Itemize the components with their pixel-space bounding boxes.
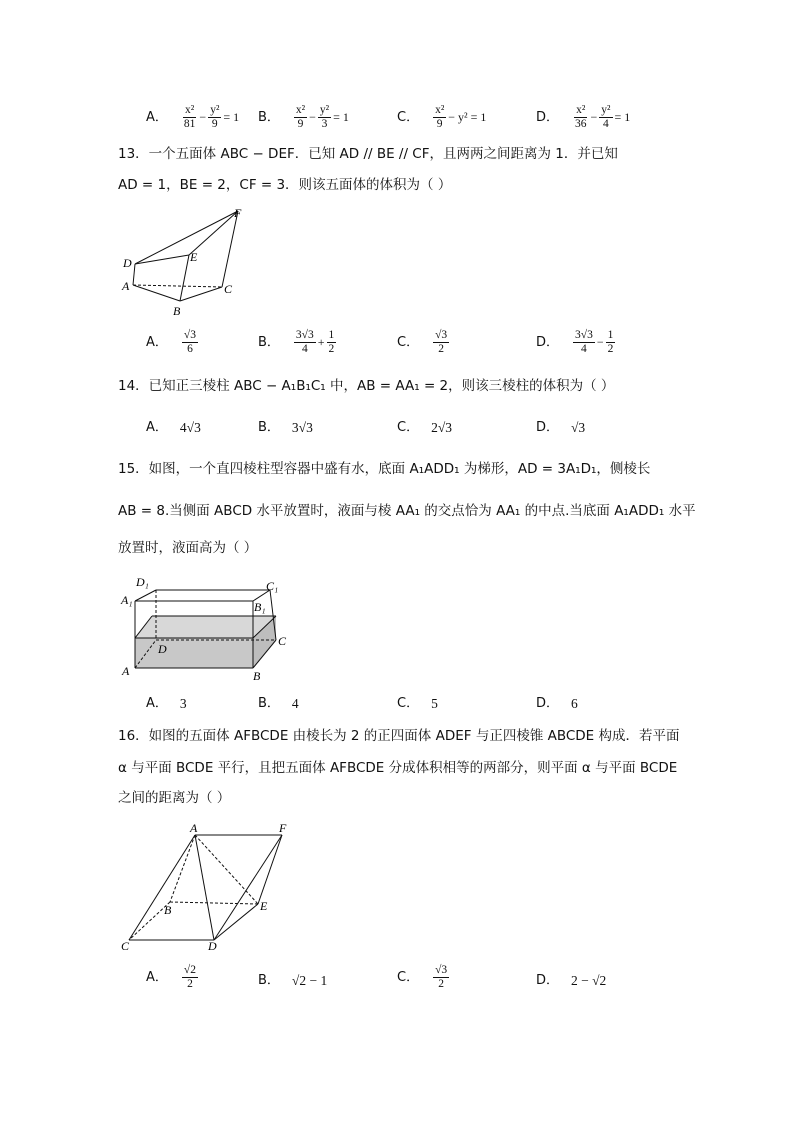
q15-stem-line2: AB = 8.当侧面 ABCD 水平放置时，液面与棱 AA₁ 的交点恰为 AA₁ 的中点.当底面 A₁ADD₁ 水平 [118,503,696,519]
label-C1: C₁ [266,579,279,593]
q16-stem-line1: 16．如图的五面体 AFBCDE 由棱长为 2 的正四面体 ADEF 与正四棱锥 ABCDE 构成．若平面 [118,728,680,744]
label-F: F [234,206,242,220]
q15-stem-line1: 15．如图，一个直四棱柱型容器中盛有水，底面 A₁ADD₁ 为梯形，AD = 3A₁D₁，侧棱长 [118,461,651,477]
label-D: D [123,256,132,270]
q16-option-c[interactable]: C． $\frac{√3}{2}$ [397,964,448,990]
label-B: B [164,903,172,917]
label-A: A [122,279,130,293]
frac-x: $\frac{\text{x²}}{9}$ [435,104,445,130]
q14-stem-line1: 14．已知正三棱柱 ABC − A₁B₁C₁ 中，AB = AA₁ = 2，则该三棱柱的体积为（ ） [118,378,615,394]
label-D: D [158,642,167,656]
label-B1: B₁ [254,600,266,614]
q13-option-b[interactable]: B． $\frac{3√3}{4}$ + $\frac{1}{2}$ [258,329,335,355]
q16-option-d[interactable]: D． 2 − √2 [536,973,607,989]
q15-stem-line3: 放置时，液面高为（ ） [118,540,258,556]
label-A: A [190,821,198,835]
q14-option-c[interactable]: C． 2√3 [397,420,452,436]
q15-option-b[interactable]: B． 4 [258,696,299,712]
label-F: F [279,821,287,835]
label-A1: A₁ [121,593,133,607]
q13-stem-line2: AD = 1，BE = 2，CF = 3．则该五面体的体积为（ ） [118,177,452,193]
frac-y: $\frac{\text{y²}}{3}$ [319,104,330,130]
q16-stem-line2: α 与平面 BCDE 平行，且把五面体 AFBCDE 分成体积相等的两部分，则平面 α 与平面 BCDE [118,760,678,776]
q15-option-c[interactable]: C． 5 [397,696,438,712]
q15-option-d[interactable]: D． 6 [536,696,578,712]
q13-figure [118,203,258,318]
label-C: C [278,634,287,648]
q16-stem-line3: 之间的距离为（ ） [118,790,231,806]
q14-option-d[interactable]: D． √3 [536,420,586,436]
label-C: C [121,939,130,953]
q13-option-d[interactable]: D． $\frac{3√3}{4}$ − $\frac{1}{2}$ [536,329,614,355]
label-D1: D₁ [136,575,149,589]
q16-figure [118,815,308,955]
q13-stem-line1: 13．一个五面体 ABC − DEF．已知 AD // BE // CF，且两两之间距离为 1．并已知 [118,146,618,162]
label-B: B [173,304,181,318]
q16-option-a[interactable]: A． $\frac{√2}{2}$ [146,964,196,990]
label-E: E [260,899,268,913]
q12-option-a[interactable]: A． $\frac{\text{x²}}{81}$ − $\frac{\text{y²}}{9}$ = 1 [146,104,240,130]
q15-figure [118,572,298,684]
q16-option-b[interactable]: B． √2 − 1 [258,973,328,989]
q13-option-a[interactable]: A． $\frac{√3}{6}$ [146,329,196,355]
q12-option-d[interactable]: D． $\frac{\text{x²}}{36}$ − $\frac{\text{y²}}{4}$ = 1 [536,104,631,130]
q15-option-a[interactable]: A． 3 [146,696,187,712]
label-A: A [122,664,130,678]
label-B: B [253,669,261,683]
q12-option-c[interactable]: C． $\frac{\text{x²}}{9}$ − y² = 1 [397,104,487,130]
frac-x: $\frac{\text{x²}}{36}$ [575,104,587,130]
label-E: E [190,250,198,264]
frac-x: $\frac{\text{x²}}{9}$ [295,104,306,130]
label-D: D [208,939,217,953]
label-C: C [224,282,233,296]
frac-x: $\frac{\text{x²}}{81}$ [183,104,196,130]
q14-option-a[interactable]: A． 4√3 [146,420,201,436]
frac-y: $\frac{\text{y²}}{4}$ [601,104,611,130]
q12-option-b[interactable]: B． $\frac{\text{x²}}{9}$ − $\frac{\text{y²}}{3}$ = 1 [258,104,349,130]
frac-y: $\frac{\text{y²}}{9}$ [210,104,220,130]
q13-option-c[interactable]: C． $\frac{√3}{2}$ [397,329,448,355]
q14-option-b[interactable]: B． 3√3 [258,420,313,436]
